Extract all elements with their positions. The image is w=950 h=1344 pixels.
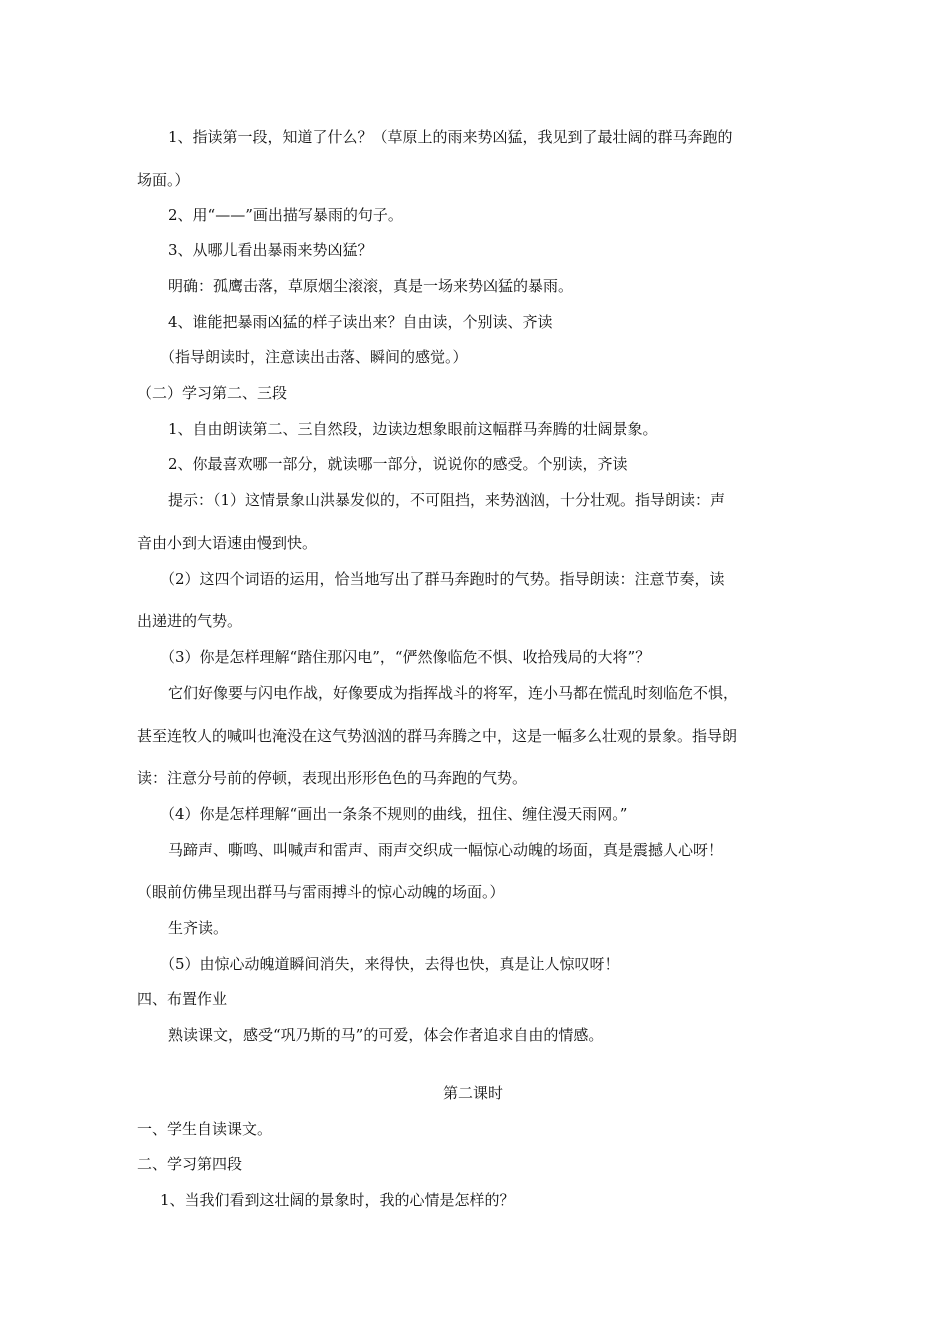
paragraph-line: 2、用“——”画出描写暴雨的句子。 [168,206,403,224]
paragraph-line: （5）由惊心动魄道瞬间消失，来得快，去得也快，真是让人惊叹呀！ [160,955,620,973]
paragraph-line: 1、当我们看到这壮阔的景象时，我的心情是怎样的？ [160,1191,515,1209]
section-heading: 一、学生自读课文。 [137,1120,273,1138]
paragraph-line: 提示：（1）这情景象山洪暴发似的，不可阻挡，来势汹汹，十分壮观。指导朗读：声 [168,491,726,509]
paragraph-line: 4、谁能把暴雨凶猛的样子读出来？自由读，个别读、齐读 [168,313,553,331]
paragraph-line: （眼前仿佛呈现出群马与雷雨搏斗的惊心动魄的场面。） [137,883,505,901]
paragraph-line: 甚至连牧人的喊叫也淹没在这气势汹汹的群马奔腾之中，这是一幅多么壮观的景象。指导朗 [137,727,738,745]
paragraph-line: 它们好像要与闪电作战，好像要成为指挥战斗的将军，连小马都在慌乱时刻临危不惧， [168,684,739,702]
lesson-title: 第二课时 [443,1084,504,1102]
section-heading: 四、布置作业 [137,990,228,1008]
paragraph-line: （4）你是怎样理解“画出一条条不规则的曲线，扭住、缠住漫天雨网。” [160,805,628,823]
paragraph-line: 1、指读第一段，知道了什么？（草原上的雨来势凶猛，我见到了最壮阔的群马奔跑的 [168,128,733,146]
paragraph-line: 场面。） [137,171,190,189]
paragraph-line: 3、从哪儿看出暴雨来势凶猛？ [168,241,373,259]
paragraph-line: 明确：孤鹰击落，草原烟尘滚滚，真是一场来势凶猛的暴雨。 [168,277,574,295]
paragraph-line: 音由小到大语速由慢到快。 [137,534,318,552]
paragraph-line: 马蹄声、嘶鸣、叫喊声和雷声、雨声交织成一幅惊心动魄的场面，真是震撼人心呀！ [168,841,724,859]
paragraph-line: 熟读课文，感受“巩乃斯的马”的可爱，体会作者追求自由的情感。 [168,1026,604,1044]
section-heading: （二）学习第二、三段 [137,384,288,402]
paragraph-line: （2）这四个词语的运用，恰当地写出了群马奔跑时的气势。指导朗读：注意节奏，读 [160,570,725,588]
paragraph-line: （3）你是怎样理解“踏住那闪电”，“俨然像临危不惧、收拾残局的大将”？ [160,648,651,666]
paragraph-line: 2、你最喜欢哪一部分，就读哪一部分，说说你的感受。个别读，齐读 [168,455,628,473]
section-heading: 二、学习第四段 [137,1155,243,1173]
paragraph-line: 出递进的气势。 [137,612,243,630]
paragraph-line: （指导朗读时，注意读出击落、瞬间的感觉。） [160,348,468,366]
paragraph-line: 1、自由朗读第二、三自然段，边读边想象眼前这幅群马奔腾的壮阔景象。 [168,420,658,438]
paragraph-line: 读：注意分号前的停顿，表现出形形色色的马奔跑的气势。 [137,769,528,787]
paragraph-line: 生齐读。 [168,919,229,937]
